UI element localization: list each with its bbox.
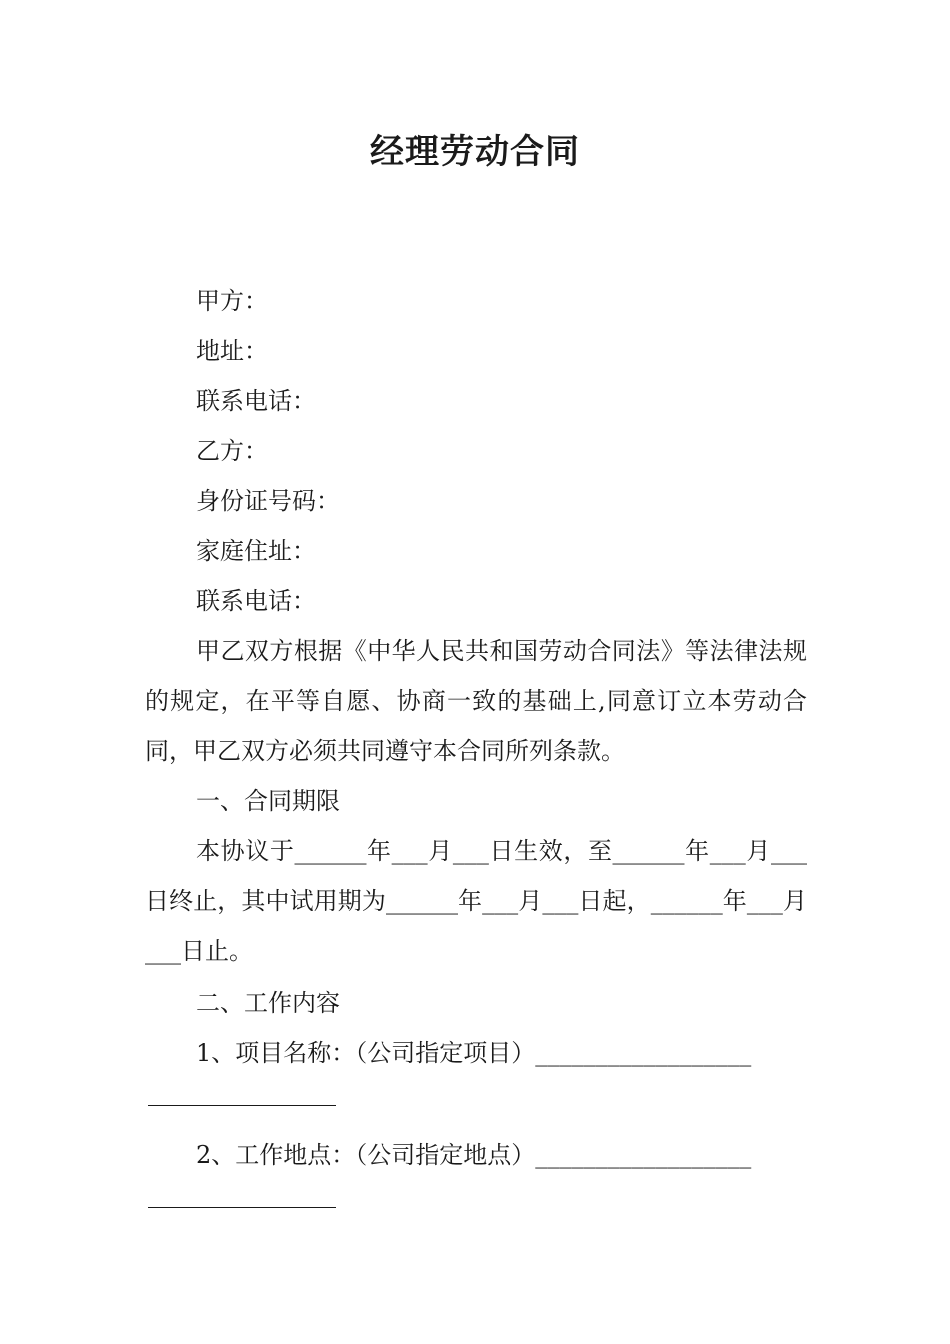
party-b-field: 乙方：: [196, 437, 268, 465]
project-name-line: 1、项目名称：（公司指定项目）__________________: [196, 1039, 752, 1067]
phone-b-field: 联系电话：: [196, 587, 316, 615]
page-title: 经理劳动合同: [370, 132, 580, 172]
contract-body: [145, 276, 807, 1226]
phone-a-field: 联系电话：: [196, 387, 316, 415]
project-name-underline: [148, 1104, 336, 1106]
work-location-underline: [148, 1206, 336, 1208]
intro-paragraph: 甲乙双方根据《中华人民共和国劳动合同法》等法律法规的规定，在平等自愿、协商一致的基础上,同意订立本劳动合同，甲乙双方必须共同遵守本合同所列条款。: [145, 637, 807, 765]
address-field: 地址：: [196, 337, 268, 365]
id-number-field: 身份证号码：: [196, 487, 340, 515]
section-1-heading: 一、合同期限: [196, 787, 340, 815]
work-location-line: 2、工作地点：（公司指定地点）__________________: [196, 1141, 752, 1169]
contract-term-paragraph: 本协议于______年___月___日生效，至______年___月___日终止，其中试用期为______年___月___日起，______年___月___日止。: [145, 837, 807, 965]
home-address-field: 家庭住址：: [196, 537, 316, 565]
section-2-heading: 二、工作内容: [196, 989, 340, 1017]
party-a-field: 甲方：: [196, 287, 268, 315]
